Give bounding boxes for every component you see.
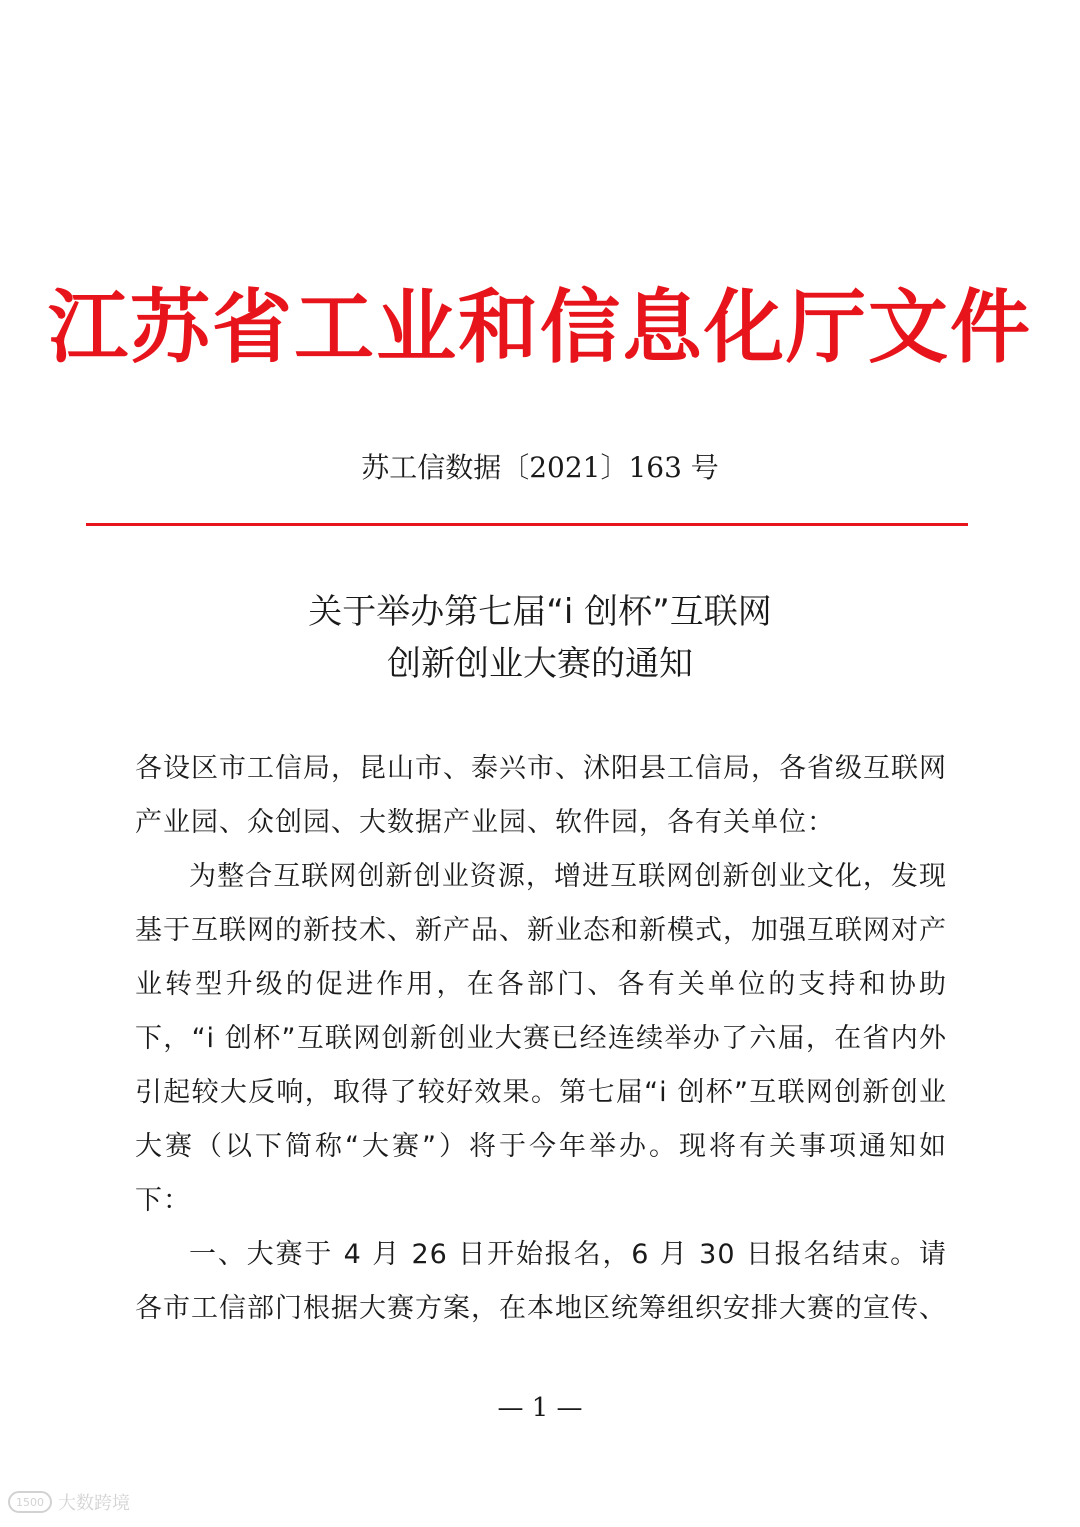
document-header-title: 江苏省工业和信息化厅文件 <box>48 280 1032 374</box>
page-number: — 1 — <box>497 1393 583 1423</box>
document-number: 苏工信数据〔2021〕163 号 <box>361 451 719 484</box>
document-body <box>135 742 947 1336</box>
body-paragraph: 一、大赛于 4 月 26 日开始报名，6 月 30 日报名结束。请各市工信部门根据大赛方案，在本地区统筹组织安排大赛的宣传、 <box>135 1239 947 1324</box>
salutation: 各设区市工信局，昆山市、泰兴市、沭阳县工信局，各省级互联网产业园、众创园、大数据产业园、软件园，各有关单位： <box>135 753 947 838</box>
watermark <box>8 1487 130 1517</box>
red-divider <box>86 523 968 526</box>
notice-title-line1: 关于举办第七届“i 创杯”互联网 <box>308 592 772 632</box>
body-paragraph: 为整合互联网创新创业资源，增进互联网创新创业文化，发现基于互联网的新技术、新产品、新业态和新模式，加强互联网对产业转型升级的促进作用，在各部门、各有关单位的支持和协助下，“i 创杯”互联网创新创业大赛已经连续举办了六届，在省内外引起较大反响，取得了较好效果。第七届“i 创杯”互联网创新创业大赛（以下简称“大赛”）将于今年举办。现将有关事项通知如下： <box>135 861 947 1216</box>
notice-title-line2: 创新创业大赛的通知 <box>387 644 693 684</box>
watermark-logo-icon: 1500 <box>8 1491 52 1513</box>
watermark-text: 大数跨境 <box>58 1493 130 1514</box>
notice-title <box>0 586 1080 690</box>
